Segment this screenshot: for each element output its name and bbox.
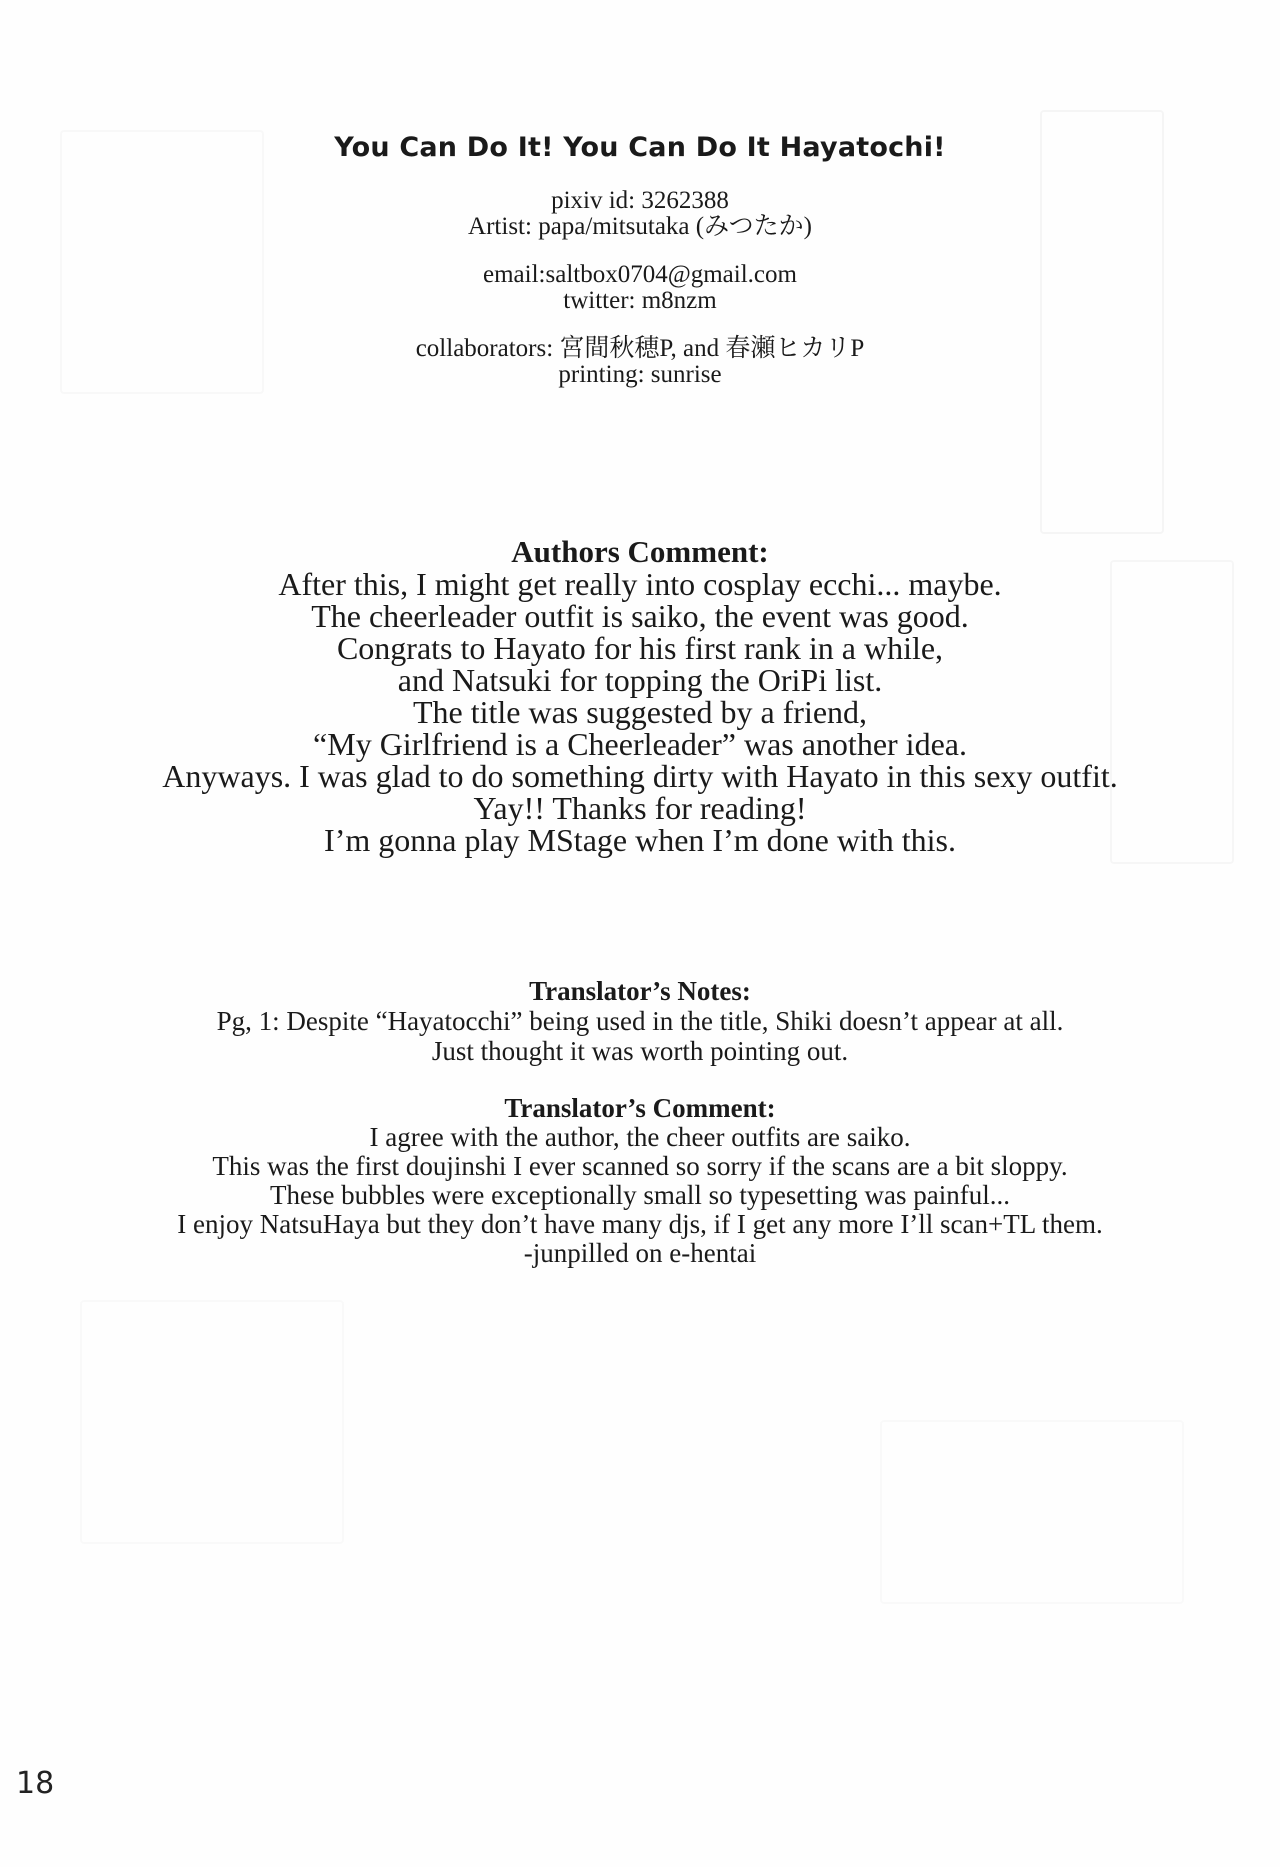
scan-artifact bbox=[880, 1420, 1184, 1604]
translators-comment-line: I agree with the author, the cheer outfits are saiko. bbox=[369, 1122, 911, 1152]
translators-notes-line: Just thought it was worth pointing out. bbox=[431, 1036, 849, 1066]
collaborators-credit: collaborators: 宮間秋穂P, and 春瀬ヒカリP bbox=[415, 335, 865, 362]
authors-comment-heading: Authors Comment: bbox=[511, 534, 769, 569]
email-credit: email:saltbox0704@gmail.com bbox=[483, 261, 797, 288]
translators-comment bbox=[0, 1094, 1280, 1268]
page-number: 18 bbox=[16, 1766, 55, 1801]
authors-comment-line: Yay!! Thanks for reading! bbox=[473, 790, 807, 826]
authors-comment-line: “My Girlfriend is a Cheerleader” was another idea. bbox=[313, 726, 967, 762]
pixiv-id: pixiv id: 3262388 bbox=[551, 187, 729, 214]
credits-block bbox=[0, 188, 1280, 388]
authors-comment-line: Congrats to Hayato for his first rank in a while, bbox=[336, 630, 944, 666]
authors-comment-line: and Natsuki for topping the OriPi list. bbox=[397, 662, 883, 698]
authors-comment-line: The cheerleader outfit is saiko, the event was good. bbox=[311, 598, 969, 634]
scan-artifact bbox=[80, 1300, 344, 1544]
authors-comment-line: Anyways. I was glad to do something dirty with Hayato in this sexy outfit. bbox=[162, 758, 1118, 794]
authors-comment-line: I’m gonna play MStage when I’m done with this. bbox=[324, 822, 956, 858]
translators-notes-heading: Translator’s Notes: bbox=[529, 976, 751, 1006]
artist-credit: Artist: papa/mitsutaka (みつたか) bbox=[468, 213, 812, 240]
translators-notes-line: Pg, 1: Despite “Hayatocchi” being used in the title, Shiki doesn’t appear at all. bbox=[216, 1006, 1064, 1036]
translators-comment-line: This was the first doujinshi I ever scanned so sorry if the scans are a bit sloppy. bbox=[212, 1151, 1068, 1181]
authors-comment-line: The title was suggested by a friend, bbox=[412, 694, 868, 730]
translators-notes bbox=[0, 976, 1280, 1066]
twitter-credit: twitter: m8nzm bbox=[563, 287, 717, 314]
translators-comment-heading: Translator’s Comment: bbox=[504, 1093, 776, 1123]
printing-credit: printing: sunrise bbox=[558, 361, 722, 388]
page-title: You Can Do It! You Can Do It Hayatochi! bbox=[334, 132, 946, 163]
authors-comment-line: After this, I might get really into cosplay ecchi... maybe. bbox=[278, 566, 1002, 602]
translators-comment-line: -junpilled on e-hentai bbox=[523, 1238, 757, 1268]
translators-comment-line: These bubbles were exceptionally small so typesetting was painful... bbox=[269, 1180, 1011, 1210]
translators-comment-line: I enjoy NatsuHaya but they don’t have many djs, if I get any more I’ll scan+TL them. bbox=[177, 1209, 1103, 1239]
authors-comment bbox=[0, 536, 1280, 856]
